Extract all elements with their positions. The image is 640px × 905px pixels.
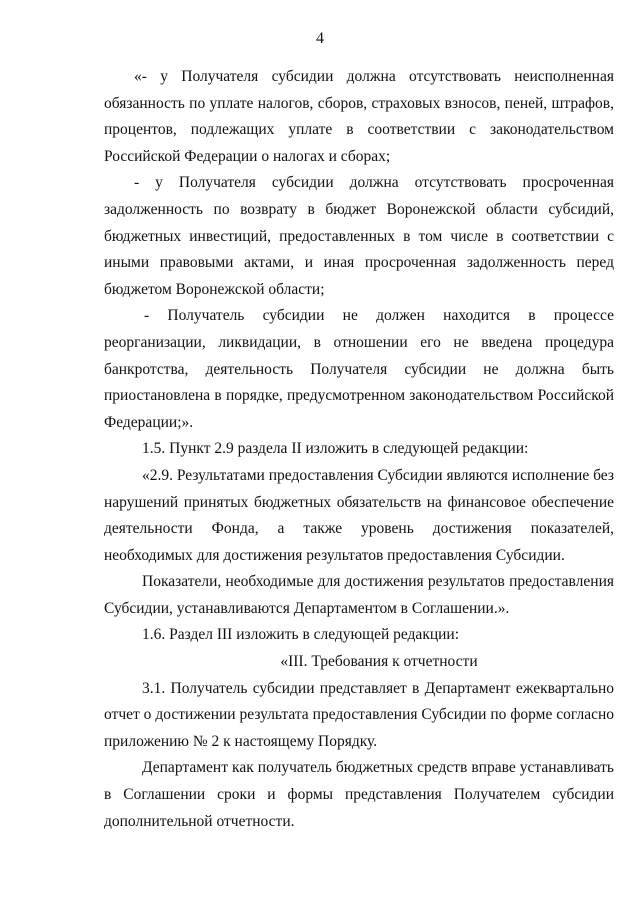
paragraph-requirement-no-reorganization: - Получатель субсидии не должен находится в процессе реорганизации, ликвидации, в отношении его не введена процедура банкротства, деятельность Получателя субсидии не должна быть приостановлена в порядке, предусмотренном законодательством Российской Федерации;». bbox=[104, 307, 614, 431]
section-heading-reporting: «III. Требования к отчетности bbox=[280, 653, 478, 671]
paragraph-clause-3-1: 3.1. Получатель субсидии представляет в Департамент ежеквартально отчет о достижении результата предоставления Субсидии по форме согласно приложению № 2 к настоящему Порядку. bbox=[104, 679, 614, 750]
paragraph-clause-2-9: «2.9. Результатами предоставления Субсидии являются исполнение без нарушений принятых бюджетных обязательств на финансовое обеспечение деятельности Фонда, а также уровень достижения показателей, необходимых для достижения результатов предоставления Субсидии. bbox=[104, 466, 614, 564]
paragraph-additional-reporting: Департамент как получатель бюджетных средств вправе устанавливать в Соглашении сроки и формы представления Получателем субсидии дополнительной отчетности. bbox=[104, 759, 614, 830]
document-body bbox=[104, 64, 614, 835]
paragraph-item-1-5: 1.5. Пункт 2.9 раздела II изложить в следующей редакции: bbox=[142, 440, 529, 458]
paragraph-item-1-6: 1.6. Раздел III изложить в следующей редакции: bbox=[142, 626, 460, 644]
paragraph-requirement-no-overdue-debt: - у Получателя субсидии должна отсутствовать просроченная задолженность по возврату в бюджет Воронежской области субсидий, бюджетных инвестиций, предоставленных в том числе в соответствии с иными правовыми актами, и иная просроченная задолженность перед бюджетом Воронежской области; bbox=[104, 174, 614, 298]
paragraph-indicators: Показатели, необходимые для достижения результатов предоставления Субсидии, устанавливаются Департаментом в Соглашении.». bbox=[104, 573, 614, 617]
paragraph-requirement-no-tax-debt: «- у Получателя субсидии должна отсутствовать неисполненная обязанность по уплате налогов, сборов, страховых взносов, пеней, штрафов, процентов, подлежащих уплате в соответствии с законодательством Российской Федерации о налогах и сборах; bbox=[104, 68, 614, 165]
page-number: 4 bbox=[316, 30, 324, 47]
